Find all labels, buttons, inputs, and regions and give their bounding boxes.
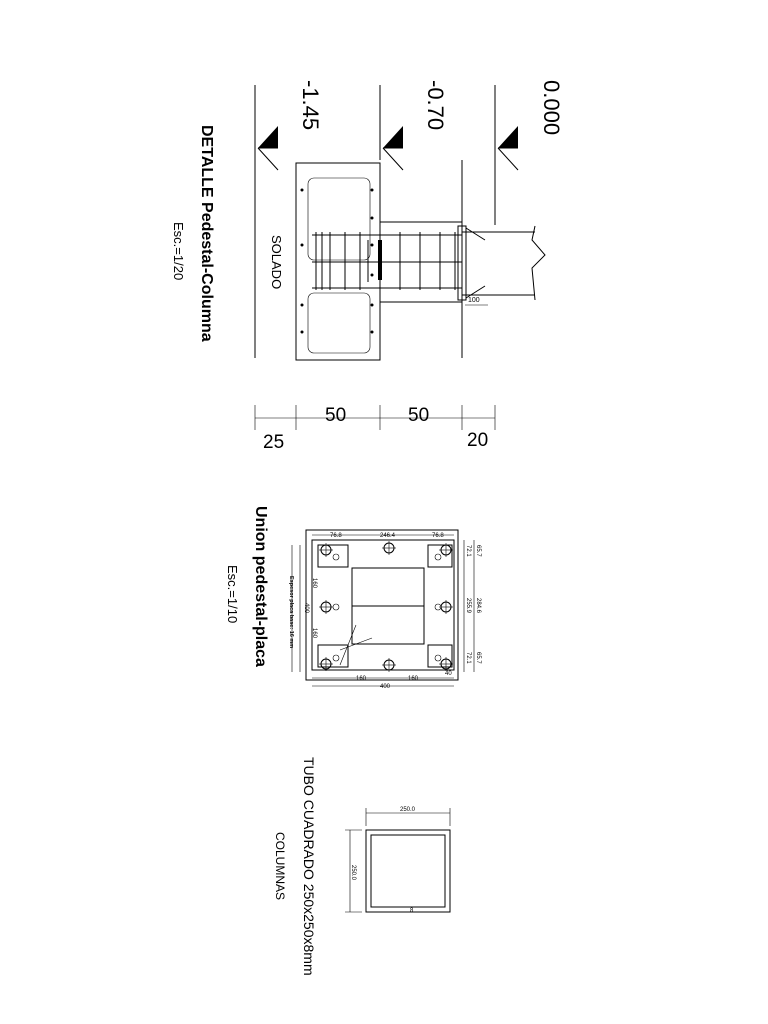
dim-right-5: 72.1 [465,652,471,664]
detail1-title: DETALLE Pedestal-Columna [198,125,215,342]
detail2-title: Union pedestal-placa [252,506,269,667]
tube-thk: 8 [410,908,414,914]
dim-20: 20 [467,430,489,451]
dim-right-1: 65.7 [475,545,481,557]
dim-left-3: 400 [303,603,309,614]
dim-right-3: 255.9 [465,598,471,614]
tube-dim-w: 250.0 [400,807,416,813]
dim-edge: 40 [445,671,452,677]
level-label-2: -0.70 [423,80,448,131]
detail3-title: TUBO CUADRADO 250x250x8mm [301,757,317,976]
level-label-3: -1.45 [298,80,323,131]
dim-25: 25 [263,432,285,453]
tube-dim-h: 250.0 [350,865,356,881]
dim-top-1: 76.8 [330,533,342,539]
dim-right-6: 65.7 [475,652,481,664]
dim-bottom-1: 160 [356,676,367,682]
dim-50-a: 50 [325,405,347,426]
dim-bottom-3: 400 [380,684,391,690]
level-label-1: 0.000 [539,80,564,136]
dim-top-3: 76.8 [432,533,444,539]
level-marker-1 [498,126,518,170]
dim-50-b: 50 [408,405,430,426]
dimension-chain [255,405,495,453]
level-marker-2 [383,126,403,170]
detail1-scale: Esc.=1/20 [171,222,186,281]
detail-pedestal-columna [171,80,564,453]
dim-right-4: 284.6 [475,598,481,614]
detail-union-pedestal-placa [225,506,481,690]
dim-left-2: 160 [311,628,317,639]
detail3-sub: COLUMNAS [273,832,287,901]
level-marker-3 [258,126,278,170]
tube-outer [366,830,450,912]
dim-left-1: 160 [311,578,317,589]
dim-right-2: 72.1 [465,545,471,557]
rebar [312,232,462,290]
dim-bottom-2: 160 [408,676,419,682]
dim-100: 100 [468,297,480,304]
solado-label: SOLADO [269,235,284,290]
plate-note: Espesor placa base: 16 mm [288,576,294,649]
dim-top-2: 246.4 [380,533,396,539]
tube-inner [371,835,445,907]
rebar-dots [301,189,374,334]
detail2-scale: Esc.=1/10 [225,565,240,624]
detail-tubo-cuadrado [273,757,450,976]
